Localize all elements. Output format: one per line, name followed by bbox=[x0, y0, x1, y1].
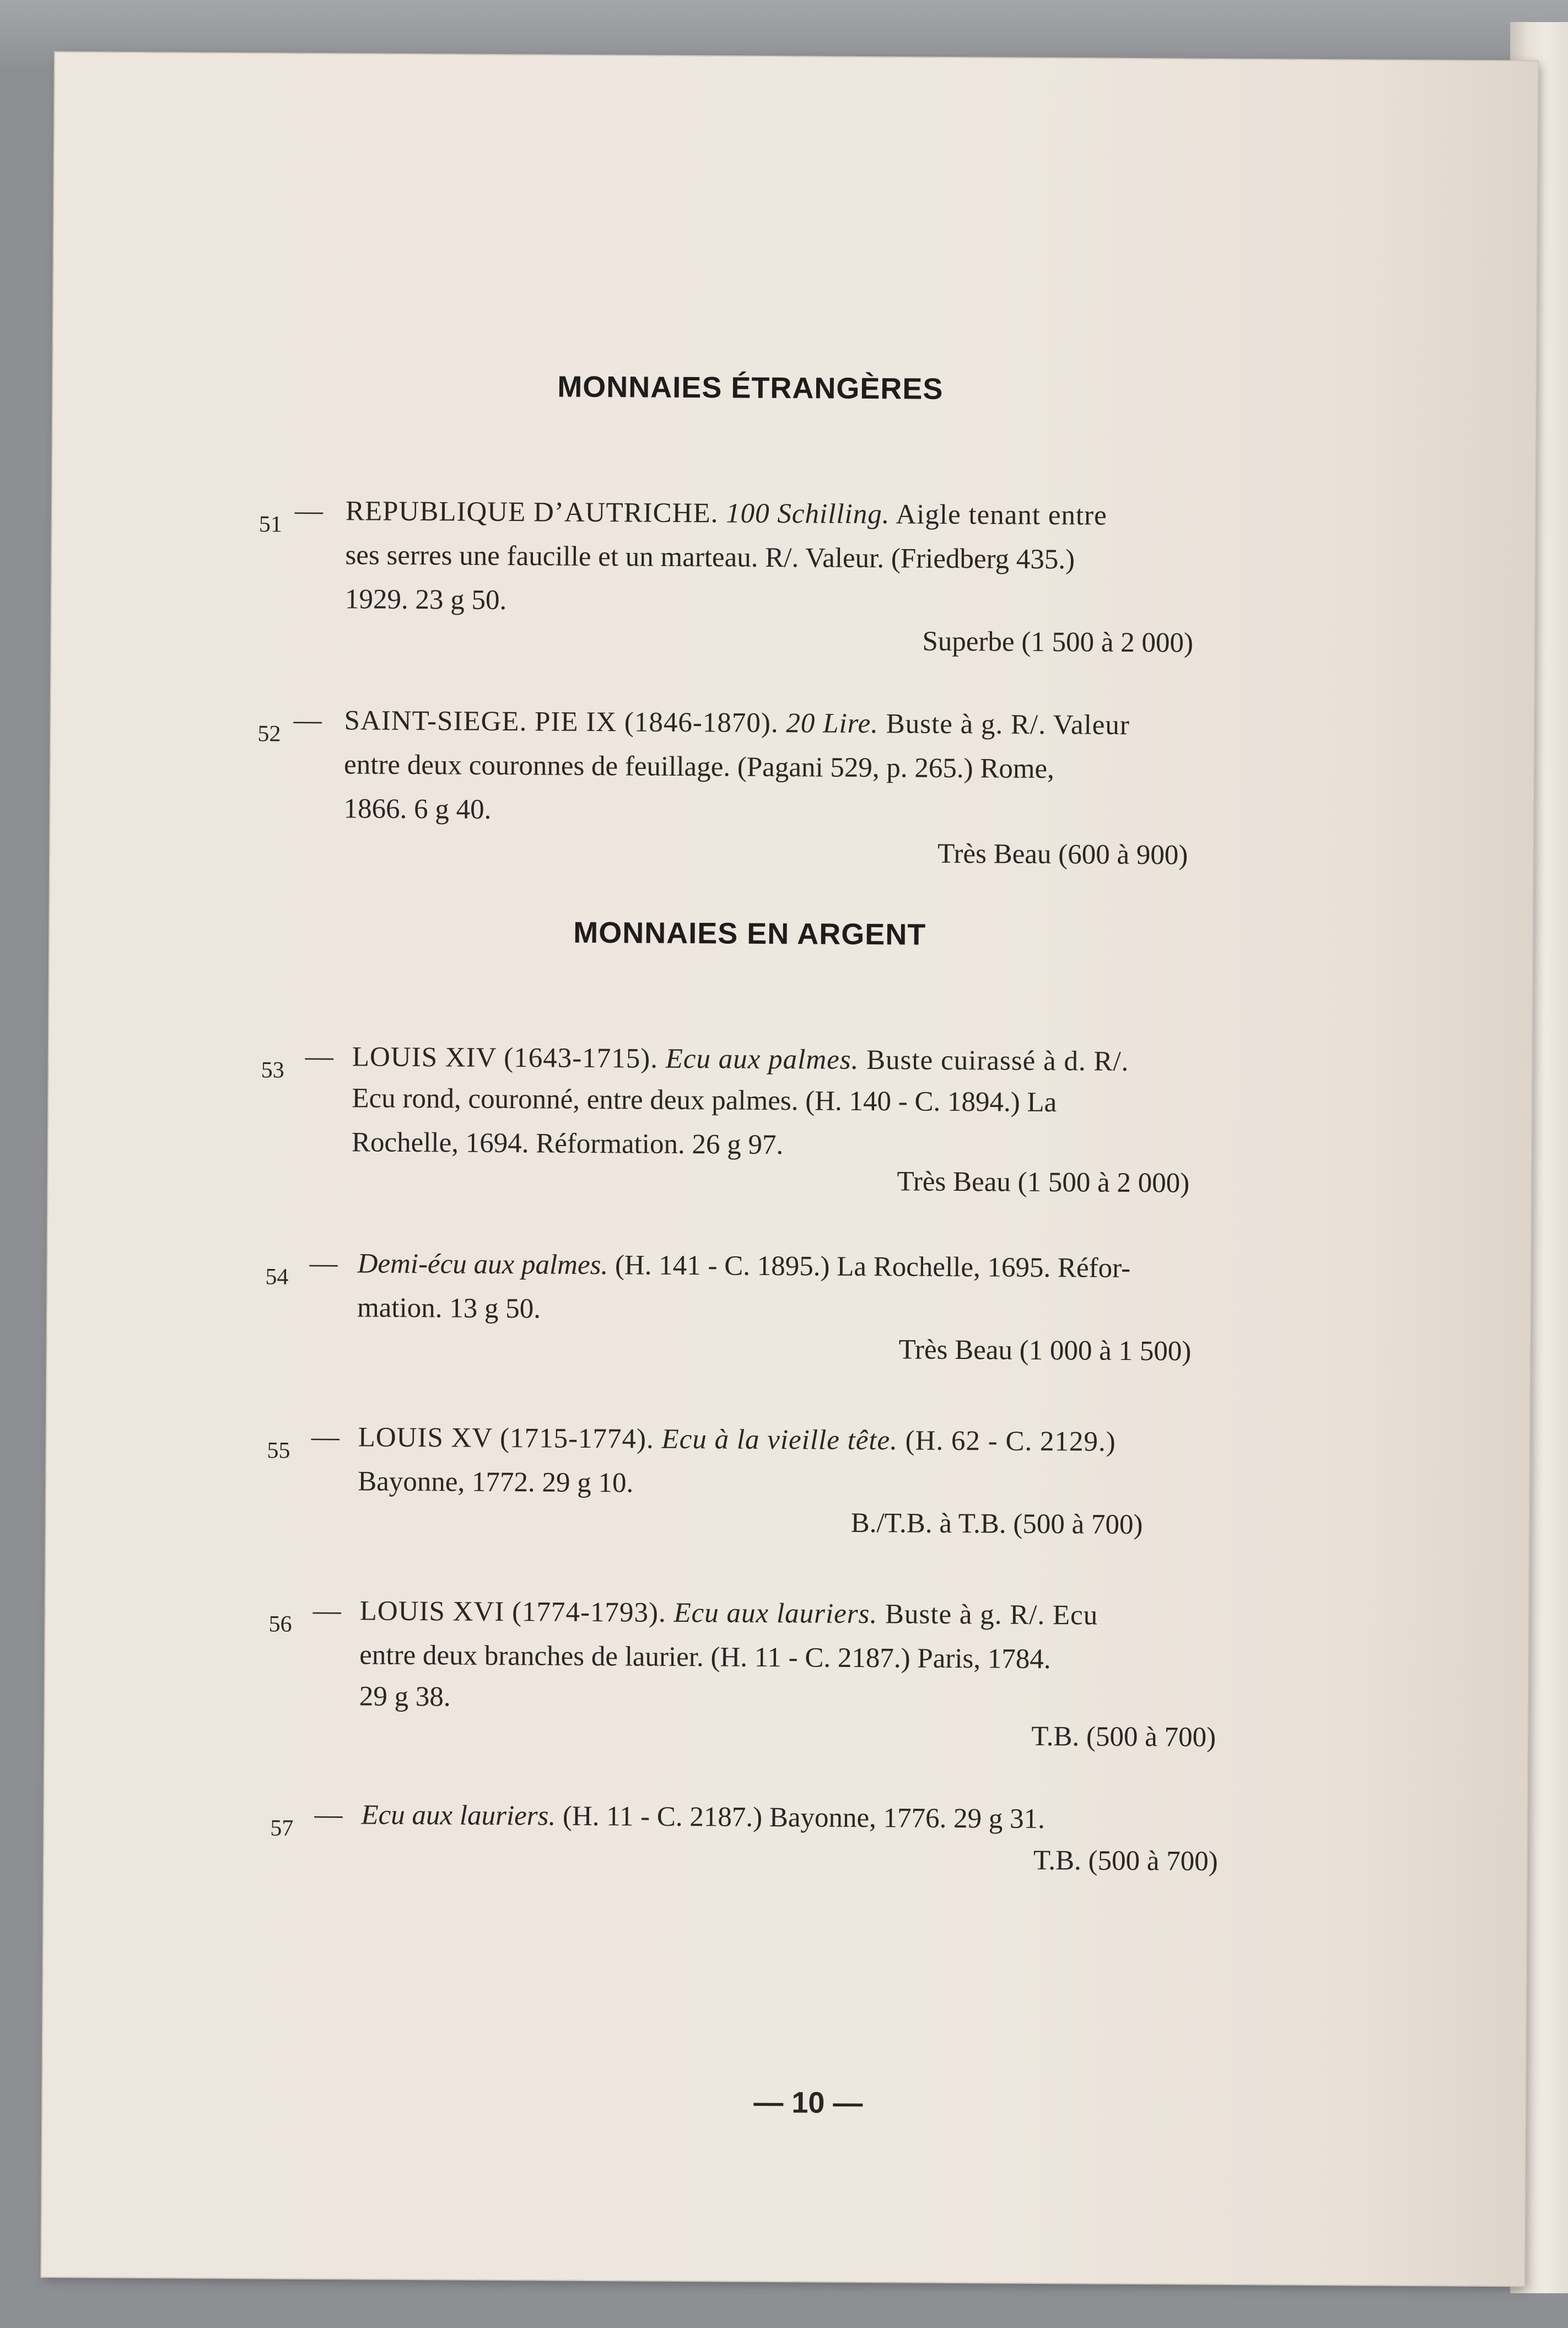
lot-dash: — bbox=[293, 705, 322, 736]
catalogue-page bbox=[41, 52, 1538, 2286]
lot-number: 57 bbox=[270, 1815, 294, 1841]
lot-line: mation. 13 g 50. bbox=[357, 1292, 541, 1325]
lot-line: Bayonne, 1772. 29 g 10. bbox=[358, 1466, 634, 1499]
lot-line: entre deux branches de laurier. (H. 11 - C. 2187.) Paris, 1784. bbox=[359, 1639, 1051, 1675]
lot-dash: — bbox=[314, 1799, 343, 1831]
lot-line: 1929. 23 g 50. bbox=[344, 584, 507, 616]
lot-grade-estimate: Très Beau (600 à 900) bbox=[937, 838, 1188, 871]
lot-line: SAINT-SIEGE. PIE IX (1846-1870). 20 Lire. Buste à g. R/. Valeur bbox=[344, 705, 1130, 741]
lot-dash: — bbox=[311, 1421, 340, 1453]
lot-dash: — bbox=[305, 1041, 334, 1073]
lot-grade-estimate: Superbe (1 500 à 2 000) bbox=[922, 626, 1194, 659]
lot-line: 1866. 6 g 40. bbox=[343, 793, 492, 825]
lot-grade-estimate: B./T.B. à T.B. (500 à 700) bbox=[850, 1507, 1143, 1541]
lot-line: LOUIS XV (1715-1774). Ecu à la vieille tête. (H. 62 - C. 2129.) bbox=[358, 1422, 1116, 1458]
lot-grade-estimate: Très Beau (1 000 à 1 500) bbox=[898, 1334, 1192, 1367]
section-title-silver: MONNAIES EN ARGENT bbox=[573, 916, 926, 951]
lot-number: 54 bbox=[265, 1264, 289, 1290]
lot-grade-estimate: T.B. (500 à 700) bbox=[1033, 1845, 1218, 1877]
lot-dash: — bbox=[294, 495, 324, 526]
section-title-foreign: MONNAIES ÉTRANGÈRES bbox=[557, 370, 944, 406]
lot-grade-estimate: Très Beau (1 500 à 2 000) bbox=[897, 1166, 1190, 1199]
lot-line: 29 g 38. bbox=[359, 1681, 451, 1713]
lot-line: Ecu rond, couronné, entre deux palmes. (H. 140 - C. 1894.) La bbox=[352, 1083, 1057, 1119]
page-number: — 10 — bbox=[753, 2085, 863, 2120]
lot-number: 52 bbox=[257, 721, 281, 747]
lot-line: LOUIS XIV (1643-1715). Ecu aux palmes. Buste cuirassé à d. R/. bbox=[352, 1041, 1129, 1077]
lot-number: 53 bbox=[261, 1057, 284, 1083]
lot-number: 51 bbox=[258, 512, 282, 537]
lot-dash: — bbox=[312, 1595, 341, 1627]
lot-line: ses serres une faucille et un marteau. R/. Valeur. (Friedberg 435.) bbox=[345, 540, 1075, 576]
lot-number: 55 bbox=[267, 1438, 290, 1464]
lot-line: REPUBLIQUE D’AUTRICHE. 100 Schilling. Aigle tenant entre bbox=[345, 496, 1107, 531]
lot-grade-estimate: T.B. (500 à 700) bbox=[1031, 1721, 1216, 1753]
lot-line: Ecu aux lauriers. (H. 11 - C. 2187.) Bayonne, 1776. 29 g 31. bbox=[361, 1799, 1046, 1835]
lot-number: 56 bbox=[268, 1611, 292, 1637]
lot-dash: — bbox=[309, 1248, 338, 1279]
lot-line: Demi-écu aux palmes. (H. 141 - C. 1895.) La Rochelle, 1695. Réfor- bbox=[357, 1248, 1131, 1284]
lot-line: LOUIS XVI (1774-1793). Ecu aux lauriers. Buste à g. R/. Ecu bbox=[359, 1595, 1098, 1631]
lot-line: entre deux couronnes de feuillage. (Pagani 529, p. 265.) Rome, bbox=[343, 749, 1055, 785]
lot-line: Rochelle, 1694. Réformation. 26 g 97. bbox=[351, 1127, 784, 1161]
